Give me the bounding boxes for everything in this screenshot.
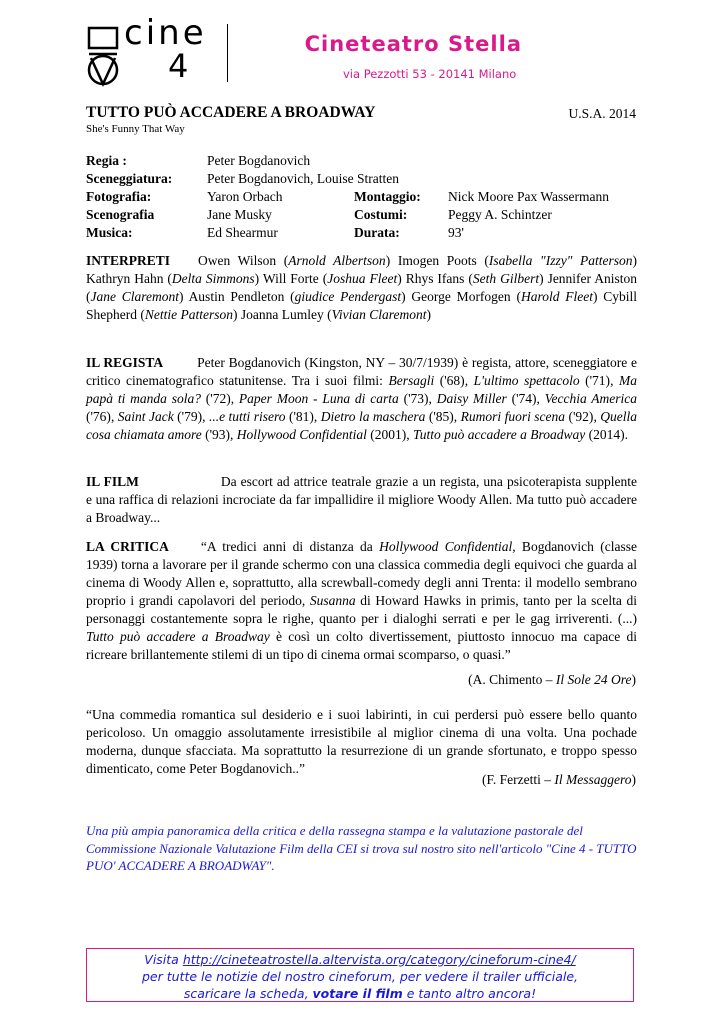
cast-item: Owen Wilson (Arnold Albertson) xyxy=(198,253,391,268)
credit-row-sceneggiatura xyxy=(0,170,724,188)
credit-label: Fotografia: xyxy=(86,189,152,204)
section-label: INTERPRETI xyxy=(86,253,171,268)
section-label: IL REGISTA xyxy=(86,355,164,370)
quote-text: , Bogdanovich (classe 1939) torna a lavorare per il grande schermo con una classica commedia degli equivoci che guarda al cinema di Woody Allen e, soprattutto, alla screwball-comedy degli anni Trenta: il modello sembrano proprio i grandi capolavori del periodo, xyxy=(86,539,637,608)
film-year: ('74) xyxy=(506,391,537,406)
film-year: (2014) xyxy=(585,427,625,442)
section-label: LA CRITICA xyxy=(86,539,169,554)
footer-text: e tanto altro ancora! xyxy=(402,986,537,1001)
film-title: Paper Moon - Luna di carta xyxy=(238,391,399,406)
country-year: U.S.A. 2014 xyxy=(568,106,636,121)
film-title: Ma papà ti manda sola? xyxy=(86,373,637,406)
footer-line-3 xyxy=(87,985,633,1002)
film-year: ('81) xyxy=(285,409,314,424)
film-year: ('79) xyxy=(173,409,203,424)
regista-section xyxy=(86,354,637,444)
film-title: L'ultimo spettacolo xyxy=(473,373,580,388)
film-year: ('76) xyxy=(86,409,111,424)
film-year: ('71) xyxy=(579,373,611,388)
credit-value: Peggy A. Schintzer xyxy=(448,207,552,222)
footer-text: scaricare la scheda, xyxy=(183,986,313,1001)
interpreti-section xyxy=(86,252,637,324)
quote-1-source xyxy=(468,672,636,688)
credit-label: Durata: xyxy=(354,225,400,240)
film-year: ('73) xyxy=(398,391,429,406)
footer-line-2: per tutte le notizie del nostro cineforum, per vedere il trailer ufficiale, xyxy=(142,969,578,984)
logo-number: 4 xyxy=(168,47,189,85)
role-name: Jane Claremont xyxy=(90,289,180,304)
film-year: ('93) xyxy=(201,427,231,442)
actor-name: Owen Wilson ( xyxy=(198,253,289,268)
credit-row-scenografia xyxy=(0,206,724,224)
credit-label: Costumi: xyxy=(354,207,408,222)
cast-item: Joanna Lumley (Vivian Claremont) xyxy=(240,307,431,322)
cast-item: Cybill Shepherd (Nettie Patterson) xyxy=(86,289,638,322)
credit-value: Peter Bogdanovich, Louise Stratten xyxy=(207,171,399,186)
cast-item: Rhys Ifans (Seth Gilbert) xyxy=(405,271,544,286)
regista-intro: Peter Bogdanovich (Kingston, NY – 30/7/1939) è regista, attore, sceneggiatore e critico cinematografico statunitense. Tra i suoi filmi: xyxy=(86,355,638,388)
vote-link[interactable]: votare il film xyxy=(312,986,403,1001)
quote-title: Susanna xyxy=(309,593,356,608)
quote-text: è così un colto divertissement, piuttosto innocuo ma capace di ricreare brillantemente stilemi di un tipo di cinema ormai scomparso, o quasi.” xyxy=(86,629,638,662)
role-name: Isabella "Izzy" Patterson xyxy=(488,253,633,268)
film-title: Hollywood Confidential xyxy=(236,427,367,442)
cast-item: Imogen Poots (Isabella "Izzy" Patterson) xyxy=(397,253,638,268)
role-name: Seth Gilbert xyxy=(472,271,540,286)
credit-row-regia xyxy=(0,152,724,170)
credit-value: Jane Musky xyxy=(207,207,272,222)
source-author: (F. Ferzetti – xyxy=(481,772,555,787)
quote-text: di Howard Hawks in primis, tanto per la scelta di personaggi costantemente sopra le righe, quanto per i dialoghi serrati e per le gag irriverenti. (...) xyxy=(86,593,637,626)
quote-1 xyxy=(86,539,637,662)
critica-section xyxy=(86,538,637,664)
actor-name: Kathryn Hahn ( xyxy=(86,271,172,286)
film-title: TUTTO PUÒ ACCADERE A BROADWAY xyxy=(86,104,376,121)
credit-label: Regia : xyxy=(86,153,127,168)
role-name: Arnold Albertson xyxy=(288,253,386,268)
credit-value: Yaron Orbach xyxy=(207,189,283,204)
actor-name: George Morfogen ( xyxy=(411,289,521,304)
actor-name: Cybill Shepherd ( xyxy=(86,289,638,322)
credit-label: Montaggio: xyxy=(354,189,421,204)
cast-item: George Morfogen (Harold Fleet) xyxy=(411,289,598,304)
quote-2-source xyxy=(482,772,636,788)
quote-text: “A tredici anni di distanza da xyxy=(200,539,380,554)
source-publication: Il Messaggero xyxy=(554,772,632,787)
film-year: ('85) xyxy=(425,409,454,424)
quote-2: “Una commedia romantica sul desiderio e i suoi labirinti, in cui perdersi può essere bello quanto pericoloso. Un omaggio assolutamente irresistibile al miglior cinema di una volta. Una pochade moderna, dunque sfacciata. Ma soprattutto la resurrezione di un grande sfortunato, e troppo spesso dimenticato, come Peter Bogdanovich..” xyxy=(86,707,637,776)
actor-name: Imogen Poots ( xyxy=(397,253,489,268)
credit-label: Sceneggiatura: xyxy=(86,171,173,186)
role-name: Delta Simmons xyxy=(171,271,255,286)
role-name: Harold Fleet xyxy=(520,289,593,304)
cast-item: Austin Pendleton (giudice Pendergast) xyxy=(188,289,406,304)
footer-text: Visita xyxy=(144,952,183,967)
source-publication: Il Sole 24 Ore xyxy=(555,672,632,687)
film-title: Tutto può accadere a Broadway xyxy=(413,427,586,442)
actor-name: Austin Pendleton ( xyxy=(188,289,295,304)
source-end: ) xyxy=(631,672,636,687)
quote-title: Tutto può accadere a Broadway xyxy=(86,629,270,644)
film-title: Dietro la maschera xyxy=(320,409,426,424)
credit-row-musica xyxy=(0,224,724,242)
role-name: giudice Pendergast xyxy=(294,289,402,304)
film-title: Rumori fuori scena xyxy=(460,409,566,424)
film-title: Vecchia America xyxy=(544,391,638,406)
role-name: Vivian Claremont xyxy=(331,307,427,322)
role-name: Joshua Fleet xyxy=(327,271,398,286)
film-year: ('72) xyxy=(200,391,231,406)
film-title: ...e tutti risero xyxy=(208,409,286,424)
filmography: Bersagli ('68), L'ultimo spettacolo ('71), Ma papà ti manda sola? ('72), Paper Moon - Luna di carta ('73), Daisy Miller ('74), Vecchia America ('76), Saint Jack ('79), ...e tutti risero ('81), Dietro la maschera ('85), Rumori fuori scena ('92), Quella cosa chiamata amore ('93), Hollywood Confidential (2001), Tutto può accadere a Broadway (2014). xyxy=(86,373,638,442)
role-name: Nettie Patterson xyxy=(144,307,233,322)
cast-item: Will Forte (Joshua Fleet) xyxy=(262,271,402,286)
credit-value: Nick Moore Pax Wassermann xyxy=(448,189,610,204)
source-end: ) xyxy=(631,772,636,787)
logo-word: cine xyxy=(124,13,207,53)
credit-value: Peter Bogdanovich xyxy=(207,153,311,168)
original-title: She's Funny That Way xyxy=(86,123,185,135)
footer-box xyxy=(86,948,634,1002)
credit-label: Musica: xyxy=(86,225,133,240)
film-year: ('68) xyxy=(434,373,465,388)
film-year: ('92) xyxy=(565,409,594,424)
credit-value: 93' xyxy=(448,225,464,240)
cinema-name: Cineteatro Stella xyxy=(304,32,522,56)
credit-row-fotografia xyxy=(0,188,724,206)
logo-divider xyxy=(227,24,228,82)
credits-table xyxy=(0,152,724,242)
film-title: Bersagli xyxy=(388,373,435,388)
credit-value: Ed Shearmur xyxy=(207,225,278,240)
cast-item: Kathryn Hahn (Delta Simmons) xyxy=(86,271,260,286)
il-film-section xyxy=(86,473,637,527)
actor-name: Joanna Lumley ( xyxy=(240,307,332,322)
cinema-address: via Pezzotti 53 - 20141 Milano xyxy=(343,67,517,81)
footer-line-1 xyxy=(87,951,633,968)
film-title: Daisy Miller xyxy=(436,391,507,406)
synopsis: Da escort ad attrice teatrale grazie a un regista, una psicoterapista supplente e una raffica di relazioni incrociate da far impallidire il migliore Woody Allen. Ma tutto può accadere a Broadway... xyxy=(86,474,637,525)
quote-title: Hollywood Confidential xyxy=(379,539,513,554)
website-link[interactable]: http://cineteatrostella.altervista.org/category/cineforum-cine4/ xyxy=(182,952,576,967)
section-label: IL FILM xyxy=(86,474,139,489)
film-title: Quella cosa chiamata amore xyxy=(86,409,638,442)
film-title: Saint Jack xyxy=(117,409,174,424)
website-note: Una più ampia panoramica della critica e della rassegna stampa e la valutazione pastorale del Commissione Nazionale Valutazione Film della CEI si trova sul nostro sito nell'articolo "Cine 4 - TUTTO PUO' ACCADERE A BROADWAY". xyxy=(86,823,637,873)
source-author: (A. Chimento – xyxy=(468,672,556,687)
credit-label: Scenografia xyxy=(86,207,155,222)
actor-name: Rhys Ifans ( xyxy=(405,271,473,286)
actor-name: Will Forte ( xyxy=(262,271,328,286)
film-year: (2001) xyxy=(366,427,407,442)
actor-name: Jennifer Aniston ( xyxy=(86,271,638,304)
cast-item: Jennifer Aniston (Jane Claremont) xyxy=(86,271,638,304)
